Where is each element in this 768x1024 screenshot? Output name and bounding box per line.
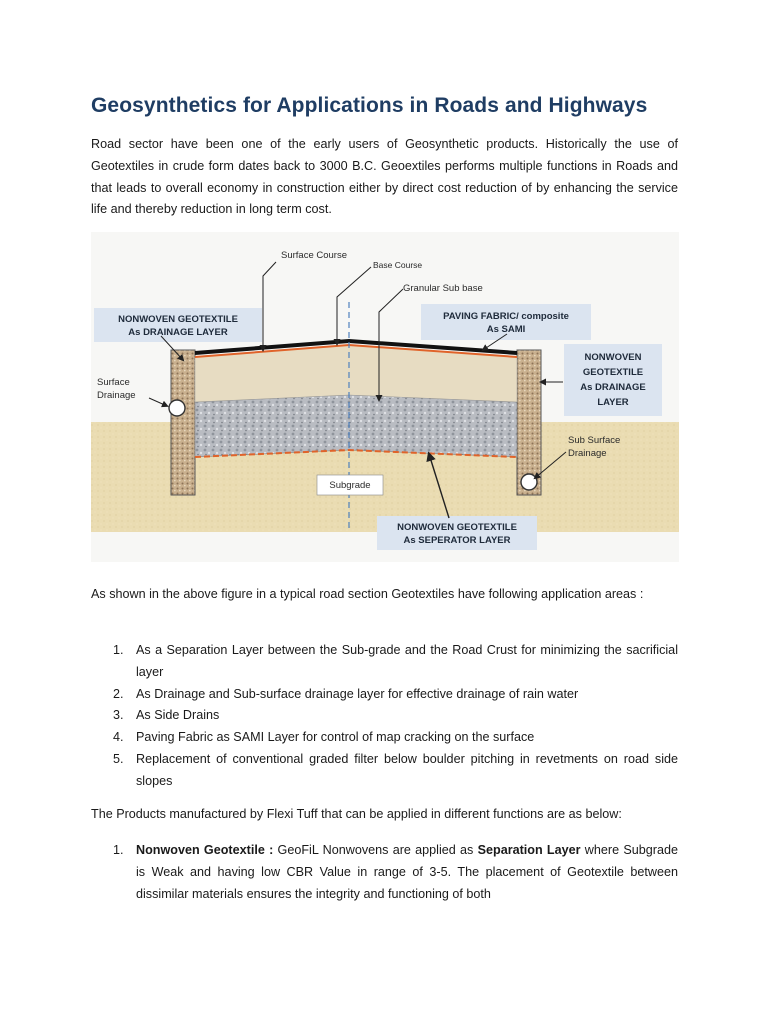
applications-intro: As shown in the above figure in a typical road section Geotextiles have following application areas : [91, 587, 644, 601]
list-item: 5. Replacement of conventional graded filter below boulder pitching in revetments on road side slopes [113, 751, 678, 788]
label-left-geo-2: As DRAINAGE LAYER [128, 327, 228, 338]
list-item: 1. Nonwoven Geotextile : GeoFiL Nonwovens are applied as Separation Layer where Subgrade is Weak and having low CBR Value in range of 3-5. The placement of Geotextile between dissimilar materials ensures the integrity and functioning of both [113, 843, 678, 901]
label-right-geo-3: As DRAINAGE [580, 382, 646, 393]
label-right-geo-4: LAYER [597, 397, 629, 408]
label-paving-1: PAVING FABRIC/ composite [443, 311, 569, 322]
label-right-geo-2: GEOTEXTILE [582, 367, 644, 378]
label-surface-course: Surface Course [281, 250, 348, 261]
subsurface-drain-pipe [521, 474, 537, 490]
label-separator-2: As SEPERATOR LAYER [403, 535, 511, 546]
left-drain-trench [171, 350, 195, 495]
label-subgrade: Subgrade [329, 480, 371, 491]
label-surface-drainage-1: Surface [97, 377, 130, 388]
granular-sub-base [195, 395, 517, 457]
label-granular-sub-base: Granular Sub base [403, 283, 483, 294]
list-item: 2. As Drainage and Sub-surface drainage layer for effective drainage of rain water [113, 686, 579, 701]
label-right-geo-1: NONWOVEN [584, 352, 642, 363]
list-item: 3. As Side Drains [113, 708, 220, 723]
label-surface-drainage-2: Drainage [97, 390, 136, 401]
list-item: 4. Paving Fabric as SAMI Layer for control of map cracking on the surface [113, 730, 535, 745]
product-name: Nonwoven Geotextile : [136, 843, 274, 857]
surface-drain-pipe [169, 400, 185, 416]
applications-list [91, 640, 678, 793]
right-drain-trench [517, 350, 541, 495]
label-sub-surface-2: Drainage [568, 448, 607, 459]
label-paving-2: As SAMI [486, 324, 526, 335]
list-item: 1. As a Separation Layer between the Sub-grade and the Road Crust for minimizing the sacrificial layer [113, 643, 678, 679]
page-title: Geosynthetics for Applications in Roads and Highways [91, 94, 648, 117]
label-base-course: Base Course [373, 260, 423, 270]
label-left-geo-1: NONWOVEN GEOTEXTILE [118, 314, 238, 325]
products-intro: The Products manufactured by Flexi Tuff that can be applied in different functions are as below: [91, 807, 622, 821]
label-separator-1: NONWOVEN GEOTEXTILE [397, 522, 517, 533]
products-list [91, 840, 678, 905]
label-sub-surface-1: Sub Surface [568, 435, 621, 446]
intro-paragraph: Road sector have been one of the early users of Geosynthetic products. Historically the use of Geotextiles in crude form dates back to 3000 B.C. Geoextiles performs multiple functions in Roads and that leads to overall economy in construction either by direct cost reduction of by enhancing the service life and thereby reduction in long term cost. [91, 137, 678, 217]
road-section-figure [91, 232, 679, 562]
